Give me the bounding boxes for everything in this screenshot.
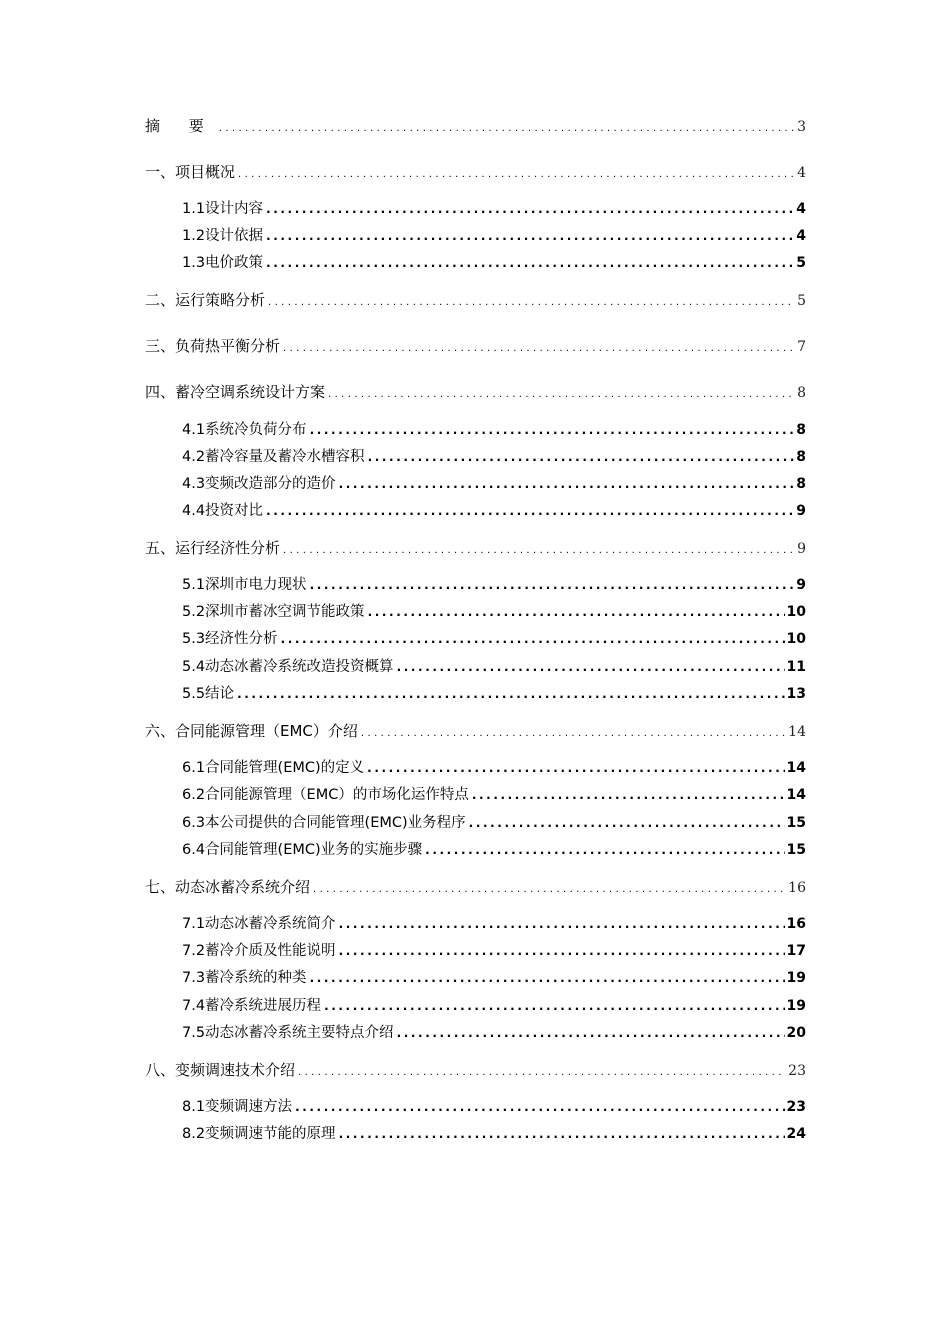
toc-leader-dots: [298, 1062, 786, 1084]
toc-entry-label: 4.2蓄冷容量及蓄冷水槽容积: [182, 449, 365, 465]
toc-entry-label: 5.1深圳市电力现状: [182, 577, 307, 593]
toc-entry-subsection[interactable]: [182, 812, 806, 834]
toc-entry-label: 7.4蓄冷系统进展历程: [182, 998, 322, 1014]
toc-leader-dots: [238, 164, 795, 186]
toc-leader-dots: [397, 656, 785, 678]
toc-entry-page: 13: [786, 686, 806, 702]
toc-leader-dots: [310, 967, 785, 989]
toc-leader-dots: [266, 225, 794, 247]
toc-entry-page: 8: [797, 385, 806, 401]
toc-leader-dots: [367, 757, 784, 779]
toc-entry-page: 15: [786, 815, 806, 831]
toc-entry-page: 11: [786, 659, 806, 675]
toc-entry-label: 8.1变频调速方法: [182, 1099, 293, 1115]
toc-leader-dots: [266, 500, 794, 522]
toc-entry-label: 一、项目概况: [145, 163, 236, 181]
toc-entry-label: 6.3本公司提供的合同能管理(EMC)业务程序: [182, 815, 466, 831]
toc-entry-page: 5: [797, 293, 806, 309]
toc-entry-subsection[interactable]: [182, 628, 806, 650]
toc-entry-label: 7.3蓄冷系统的种类: [182, 970, 307, 986]
toc-entry-label: 4.1系统冷负荷分布: [182, 422, 307, 438]
toc-entry-subsection[interactable]: [182, 252, 806, 274]
toc-entry-label: 二、运行策略分析: [145, 291, 266, 309]
toc-leader-dots: [310, 574, 795, 596]
toc-leader-dots: [469, 812, 785, 834]
toc-entry-label: 五、运行经济性分析: [145, 539, 281, 557]
toc-entry-label: 1.2设计依据: [182, 228, 264, 244]
toc-leader-dots: [397, 1022, 785, 1044]
toc-leader-dots: [339, 913, 785, 935]
toc-entry-subsection[interactable]: [182, 419, 806, 441]
toc-entry-subsection[interactable]: [182, 473, 806, 495]
toc-entry-section-8[interactable]: [145, 1059, 806, 1081]
toc-entry-abstract[interactable]: [145, 115, 806, 137]
toc-entry-label: 六、合同能源管理（EMC）介绍: [145, 722, 358, 740]
toc-entry-subsection[interactable]: [182, 757, 806, 779]
toc-entry-subsection[interactable]: [182, 601, 806, 623]
toc-entry-subsection[interactable]: [182, 656, 806, 678]
toc-leader-dots: [368, 601, 785, 623]
toc-leader-dots: [339, 1123, 785, 1145]
toc-entry-subsection[interactable]: [182, 1096, 806, 1118]
toc-entry-page: 19: [786, 970, 806, 986]
toc-entry-page: 16: [788, 880, 806, 896]
toc-entry-subsection[interactable]: [182, 839, 806, 861]
toc-entry-label: 1.1设计内容: [182, 201, 264, 217]
toc-entry-section-4[interactable]: [145, 381, 806, 403]
toc-entry-page: 3: [797, 119, 806, 135]
toc-entry-label: 三、负荷热平衡分析: [145, 337, 281, 355]
toc-entry-subsection[interactable]: [182, 500, 806, 522]
toc-entry-subsection[interactable]: [182, 1022, 806, 1044]
toc-leader-dots: [281, 628, 785, 650]
toc-entry-subsection[interactable]: [182, 967, 806, 989]
toc-leader-dots: [313, 879, 786, 901]
toc-entry-page: 4: [796, 201, 806, 217]
toc-entry-page: 7: [797, 339, 806, 355]
toc-entry-section-5[interactable]: [145, 537, 806, 559]
toc-leader-dots: [425, 839, 784, 861]
toc-entry-section-6[interactable]: [145, 720, 806, 742]
toc-entry-subsection[interactable]: [182, 225, 806, 247]
toc-leader-dots: [283, 540, 795, 562]
toc-entry-section-2[interactable]: [145, 289, 806, 311]
toc-leader-dots: [219, 118, 795, 140]
toc-leader-dots: [283, 338, 795, 360]
toc-entry-label: 7.1动态冰蓄冷系统简介: [182, 916, 336, 932]
toc-entry-label: 4.3变频改造部分的造价: [182, 476, 336, 492]
toc-entry-subsection[interactable]: [182, 1123, 806, 1145]
toc-entry-label: 5.5结论: [182, 686, 235, 702]
toc-entry-label: 7.2蓄冷介质及性能说明: [182, 943, 336, 959]
toc-entry-page: 14: [786, 760, 806, 776]
toc-leader-dots: [295, 1096, 784, 1118]
toc-entry-subsection[interactable]: [182, 913, 806, 935]
toc-entry-label: 7.5动态冰蓄冷系统主要特点介绍: [182, 1025, 394, 1041]
toc-entry-label: 6.2合同能源管理（EMC）的市场化运作特点: [182, 787, 469, 803]
toc-entry-section-1[interactable]: [145, 161, 806, 183]
toc-leader-dots: [268, 292, 795, 314]
toc-entry-page: 23: [786, 1099, 806, 1115]
toc-leader-dots: [310, 419, 795, 441]
toc-entry-label: 5.3经济性分析: [182, 631, 278, 647]
toc-entry-page: 10: [786, 604, 806, 620]
toc-entry-label: 四、蓄冷空调系统设计方案: [145, 383, 326, 401]
toc-entry-page: 16: [786, 916, 806, 932]
toc-leader-dots: [361, 723, 786, 745]
toc-entry-section-7[interactable]: [145, 876, 806, 898]
toc-leader-dots: [328, 384, 795, 406]
toc-entry-page: 4: [797, 165, 806, 181]
toc-entry-page: 9: [797, 541, 806, 557]
toc-entry-label: 八、变频调速技术介绍: [145, 1061, 296, 1079]
toc-entry-page: 19: [786, 998, 806, 1014]
toc-entry-page: 17: [786, 943, 806, 959]
toc-entry-page: 14: [788, 724, 806, 740]
toc-entry-page: 8: [796, 476, 806, 492]
toc-entry-subsection[interactable]: [182, 446, 806, 468]
toc-leader-dots: [237, 683, 784, 705]
toc-entry-page: 9: [796, 577, 806, 593]
toc-entry-label: 5.4动态冰蓄冷系统改造投资概算: [182, 659, 394, 675]
toc-entry-page: 9: [796, 503, 806, 519]
toc-entry-page: 4: [796, 228, 806, 244]
toc-leader-dots: [324, 995, 784, 1017]
toc-entry-label: 1.3电价政策: [182, 255, 264, 271]
toc-leader-dots: [368, 446, 795, 468]
toc-entry-page: 14: [786, 787, 806, 803]
toc-leader-dots: [266, 198, 794, 220]
toc-entry-page: 8: [796, 449, 806, 465]
toc-entry-subsection[interactable]: [182, 995, 806, 1017]
toc-entry-subsection[interactable]: [182, 574, 806, 596]
toc-leader-dots: [266, 252, 794, 274]
toc-entry-page: 5: [796, 255, 806, 271]
toc-entry-subsection[interactable]: [182, 683, 806, 705]
toc-entry-subsection[interactable]: [182, 940, 806, 962]
toc-entry-label: 摘 要: [145, 117, 216, 135]
toc-entry-subsection[interactable]: [182, 784, 806, 806]
toc-entry-label: 4.4投资对比: [182, 503, 264, 519]
toc-entry-subsection[interactable]: [182, 198, 806, 220]
toc-leader-dots: [472, 784, 785, 806]
toc-entry-section-3[interactable]: [145, 335, 806, 357]
toc-entry-page: 10: [786, 631, 806, 647]
toc-entry-page: 24: [786, 1126, 806, 1142]
toc-leader-dots: [339, 940, 785, 962]
toc-leader-dots: [339, 473, 795, 495]
toc-entry-page: 8: [796, 422, 806, 438]
toc-entry-page: 20: [786, 1025, 806, 1041]
toc-entry-label: 5.2深圳市蓄冰空调节能政策: [182, 604, 365, 620]
toc-entry-label: 七、动态冰蓄冷系统介绍: [145, 878, 311, 896]
toc-entry-page: 23: [788, 1063, 806, 1079]
toc-entry-page: 15: [786, 842, 806, 858]
toc-entry-label: 6.4合同能管理(EMC)业务的实施步骤: [182, 842, 423, 858]
toc-entry-label: 6.1合同能管理(EMC)的定义: [182, 760, 365, 776]
toc-entry-label: 8.2变频调速节能的原理: [182, 1126, 336, 1142]
